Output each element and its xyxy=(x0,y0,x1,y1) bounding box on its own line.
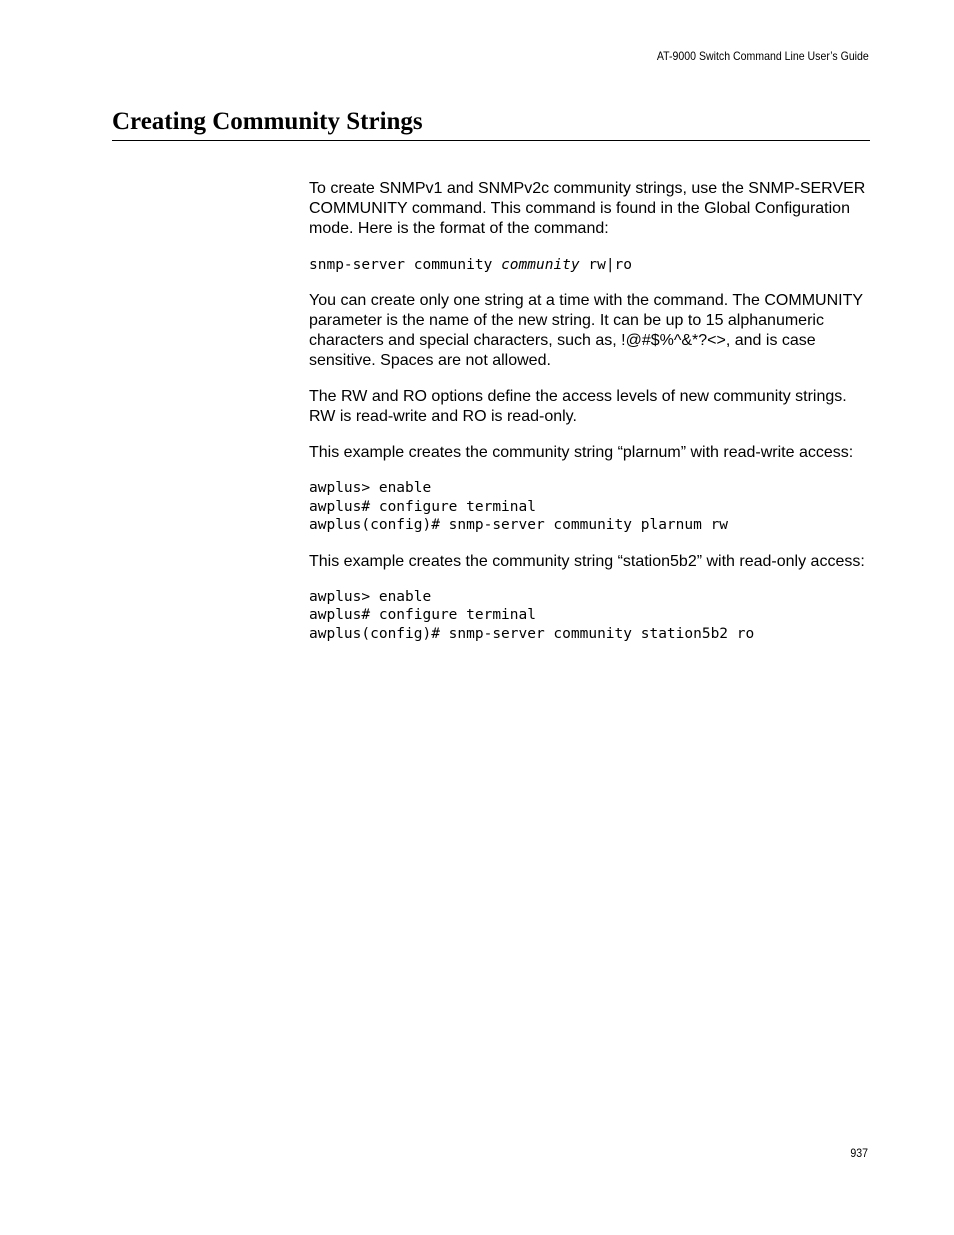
code-line: awplus(config)# snmp-server community station5b2 ro xyxy=(309,625,755,642)
one-string-paragraph: You can create only one string at a time with the command. The COMMUNITY parameter is the name of the new string. It can be up to 15 alphanumeric characters and special characters, such as, !@#$%^&*?<>, and is case sensitive. Spaces are not allowed. xyxy=(309,292,863,369)
command-syntax xyxy=(309,255,871,275)
title-rule xyxy=(112,140,870,141)
section-title: Creating Community Strings xyxy=(112,108,423,135)
page-number: 937 xyxy=(850,1146,868,1160)
code-line: awplus> enable xyxy=(309,480,432,496)
example2-code-block xyxy=(309,588,871,644)
code-line: awplus# configure terminal xyxy=(309,498,536,515)
syntax-variable: community xyxy=(501,257,580,273)
syntax-options: rw|ro xyxy=(579,257,633,273)
running-header: AT-9000 Switch Command Line User’s Guide xyxy=(657,49,869,63)
code-line: awplus(config)# snmp-server community plarnum rw xyxy=(309,517,729,533)
example1-code-block xyxy=(309,479,871,535)
intro-paragraph: To create SNMPv1 and SNMPv2c community strings, use the SNMP-SERVER COMMUNITY command. This command is found in the Global Configuration mode. Here is the format of the command: xyxy=(309,180,866,237)
syntax-command: snmp-server community xyxy=(309,257,502,273)
code-line: awplus> enable xyxy=(309,588,432,605)
example2-intro: This example creates the community string “station5b2” with read-only access: xyxy=(309,552,865,570)
code-line: awplus# configure terminal xyxy=(309,607,536,623)
section-body xyxy=(309,179,871,660)
example1-intro: This example creates the community string “plarnum” with read-write access: xyxy=(309,444,854,461)
access-levels-paragraph: The RW and RO options define the access levels of new community strings. RW is read-write and RO is read-only. xyxy=(309,388,847,425)
